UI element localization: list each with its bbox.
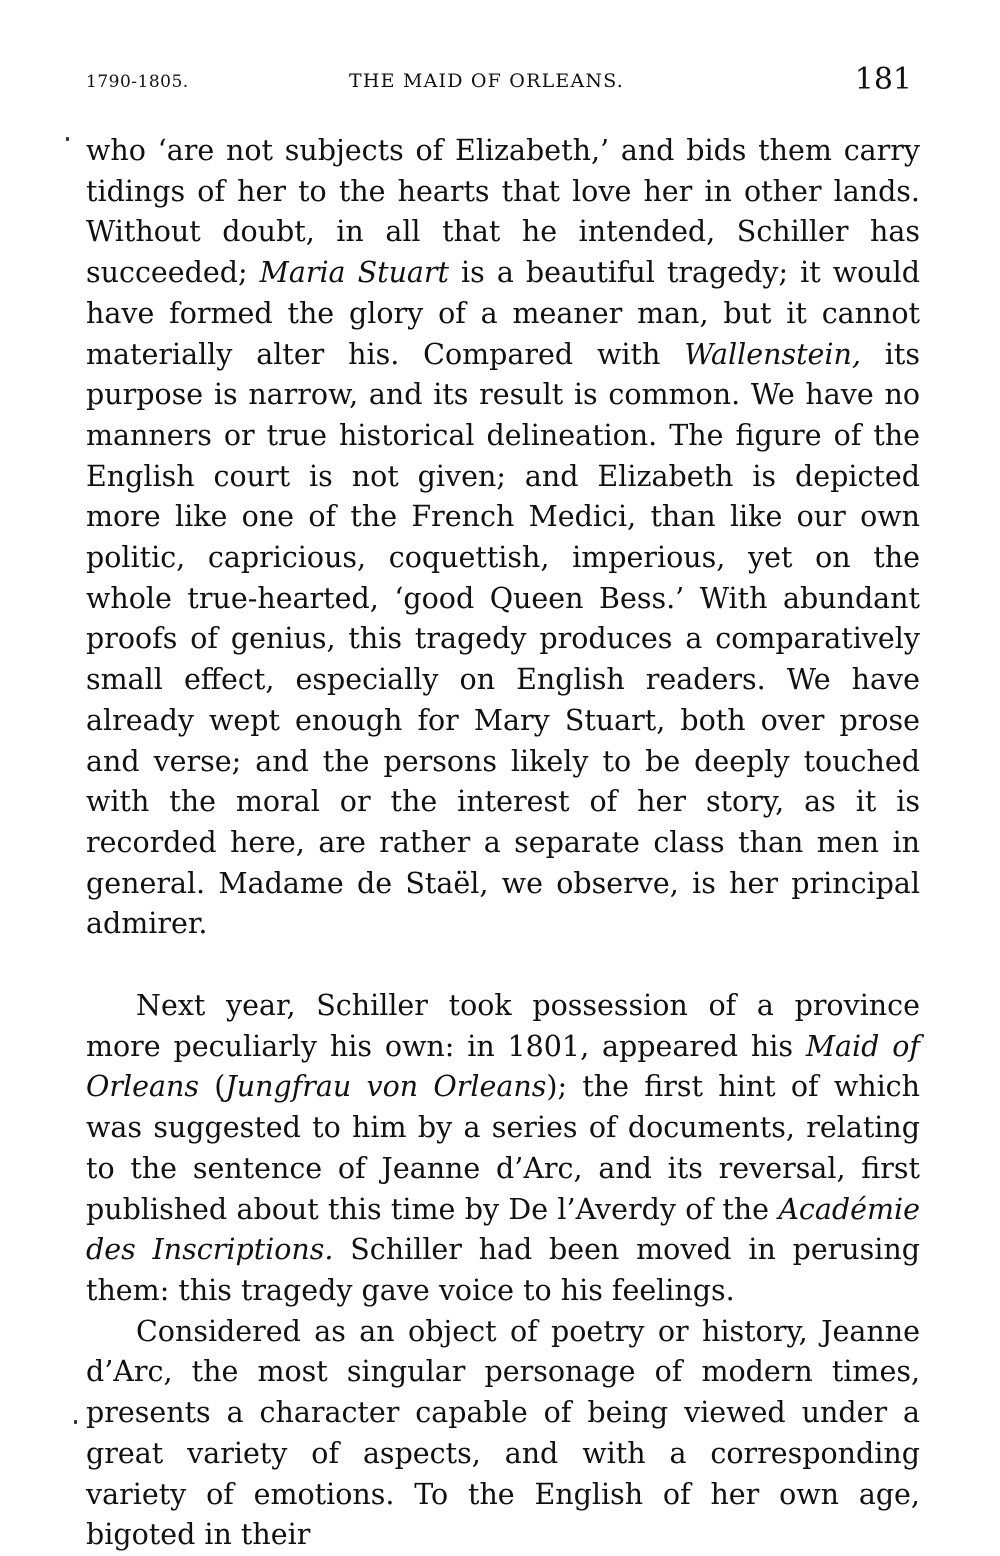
header-title: THE MAID OF ORLEANS. — [349, 70, 624, 92]
paragraph-2-text-a: Next year, Schiller took possession of a province more peculiarly his own: in 1801, appeared his — [86, 989, 920, 1063]
paragraph-2 — [86, 986, 920, 1312]
paragraph-1-text-a: who ‘are not subjects of Elizabeth,’ and bids them carry tidings of her to the hearts that love her in other lands. Without doubt, in all that he intended, Schiller has succeeded; — [86, 134, 920, 290]
title-maid-of-orleans: Maid of Orleans — [86, 1029, 920, 1104]
paragraph-3-text-a: Considered as an object of poetry or history, Jeanne d’Arc, the most singular personage of modern times, presents a character capable of being viewed under a great variety of aspects, and with a corresponding variety of emotions. To the English of her own age, bigoted in their — [86, 1314, 920, 1552]
running-head — [86, 62, 920, 102]
page-number: 181 — [854, 62, 912, 97]
body-text — [86, 131, 920, 1556]
title-jungfrau-von-orleans: Jungfrau von Orleans — [225, 1070, 547, 1104]
title-academie-des-inscriptions: Académie des Inscriptions. — [86, 1192, 920, 1267]
title-wallenstein: Wallenstein, — [684, 337, 861, 371]
paragraph-2-text-d: Schiller had been moved in perusing them: this tragedy gave voice to his feelings. — [86, 1233, 921, 1307]
paragraph-1 — [86, 131, 920, 945]
stray-ink-mark — [74, 1420, 77, 1424]
title-maria-stuart: Maria Stuart — [259, 256, 449, 290]
stray-ink-mark — [66, 137, 69, 141]
paragraph-1-text-c: its purpose is narrow, and its result is common. We have no manners or true historical delineation. The figure of the English court is not given; and Elizabeth is depicted more like one of the French Medici, than like our own politic, capricious, coquettish, imperious, yet on the whole true-hearted, ‘good Queen Bess.’ With abundant proofs of genius, this tragedy produces a comparatively small effect, especially on English readers. We have already wept enough for Mary Stuart, both over prose and verse; and the persons likely to be deeply touched with the moral or the interest of her story, as it is recorded here, are rather a separate class than men in general. Madame de Staël, we observe, is her principal admirer. — [86, 337, 920, 941]
paragraph-1-text-b: is a beautiful tragedy; it would have formed the glory of a meaner man, but it cannot materially alter his. Compared with — [86, 256, 920, 371]
paragraph-2-text-b: ( — [198, 1070, 226, 1104]
paragraph-2-text-c: ); the first hint of which was suggested to him by a series of documents, relating to the sentence of Jeanne d’Arc, and its reversal, first published about this time by De l’Averdy of the — [86, 1070, 920, 1226]
paragraph-3 — [86, 1312, 920, 1556]
header-years: 1790-1805. — [86, 72, 189, 92]
